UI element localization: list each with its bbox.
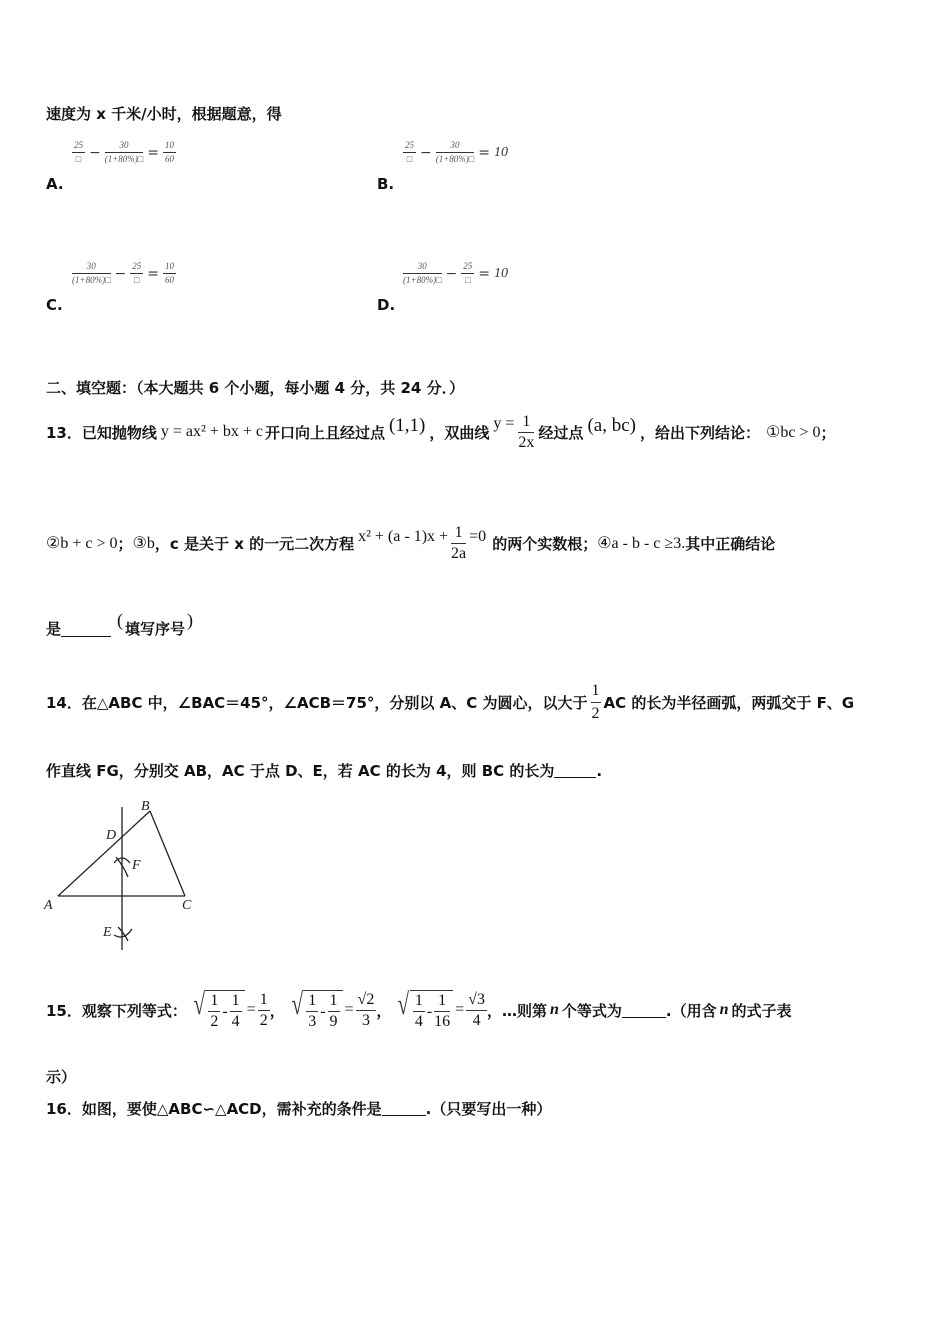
option-d-formula: $\frac{30}{(1+80\%)□}$ − $\frac{25}{□}$ = 10 [403,261,508,285]
option-a-label[interactable]: A. [46,175,64,193]
label-d: D [106,828,117,843]
fraction: $\frac{10}{60}$ [164,140,174,164]
sqrt-expression-1: √ $\frac{1}{2}$ - $\frac{1}{4}$ [191,990,245,1030]
option-c-formula: $\frac{30}{(1+80\%)□}$ − $\frac{25}{□}$ = $\frac{10}{60}$ [72,261,174,285]
q13-line2: ②b + c > 0 ； ③b ，c 是关于 x 的一元二次方程 x² + (a - 1)x + $\frac{1}{2a}$ =0 的两个实数根； ④a - b - c ≥3. 其中正确结论 [46,523,776,562]
conclusion-2: ②b + c > 0 [46,535,118,552]
side-ab [58,811,150,896]
conclusion-1: ①bc > 0 [765,424,821,441]
sqrt-expression-3: √ $\frac{1}{4}$ - $\frac{1}{16}$ [395,990,453,1030]
answer-blank[interactable] [554,763,596,778]
label-c: C [182,898,192,913]
fraction: $\frac{30}{(1+80\%)□}$ [435,140,475,164]
fraction: $\frac{30}{(1+80\%)□}$ [72,261,111,285]
section-heading: 二、填空题：（本大题共 6 个小题，每小题 4 分，共 24 分．） [46,379,465,397]
q15-line2: 示） [46,1068,77,1086]
q16-line: 16．如图，要使△ABC∽△ACD，需补充的条件是 .（只要写出一种） [46,1100,552,1118]
answer-blank[interactable] [622,1003,666,1018]
fraction: $\frac{30}{(1+80\%)□}$ [403,261,442,285]
q14-line1: 14．在△ABC 中，∠BAC＝45°，∠ACB＝75°，分别以 A、C 为圆心，以大于 $\frac{1}{2}$ AC 的长为半径画弧，两弧交于 F、G [46,681,855,722]
q14-line2: 作直线 FG，分别交 AB，AC 于点 D、E，若 AC 的长为 4，则 BC 的长为 . [46,761,603,780]
hyperbola-fraction: $\frac{1}{2x}$ [518,412,535,451]
intro-line: 速度为 x 千米/小时，根据题意，得 [46,105,282,123]
fraction: $\frac{25}{□}$ [74,140,83,164]
label-a: A [44,898,53,913]
side-bc [150,811,185,896]
q15-line1: 15．观察下列等式： √ $\frac{1}{2}$ - $\frac{1}{4}$ = $\frac{1}{2}$ ， √ $\frac{1}{3}$ - $\frac{1}{9}$ = $\frac{√2}{3}$ ， √ $\frac{1}{4}$ - $\frac{1}{16}$ = $\frac{√3}{4}$ ，…则第 n 个等式为 .（用含 n 的式子表 [46,988,792,1030]
triangle-figure [40,795,210,955]
option-d-label[interactable]: D. [377,296,396,314]
label-e: E [103,925,112,940]
option-a-formula: $\frac{25}{□}$ − $\frac{30}{(1+80\%)□}$ = $\frac{10}{60}$ [74,140,174,164]
q13-line3: 是 ( 填写序号 ) [46,609,194,638]
answer-blank[interactable] [61,620,111,637]
quadratic-equation: x² + (a - 1)x + [358,528,449,545]
sqrt-expression-2: √ $\frac{1}{3}$ - $\frac{1}{9}$ [289,990,343,1030]
parabola-equation: y = ax² + bx + c [160,423,263,440]
label-b: B [141,799,150,814]
fraction: $\frac{25}{□}$ [463,261,473,285]
equation-fraction: $\frac{1}{2a}$ [451,523,467,562]
answer-blank[interactable] [382,1101,426,1116]
point-1-1: (1,1) [388,415,426,436]
fraction: $\frac{25}{□}$ [405,140,414,164]
half-fraction: $\frac{1}{2}$ [591,681,600,722]
arc-e2 [118,927,128,941]
fraction: $\frac{30}{(1+80\%)□}$ [104,140,144,164]
label-f: F [132,858,141,873]
option-b-formula: $\frac{25}{□}$ − $\frac{30}{(1+80\%)□}$ = 10 [405,140,508,164]
option-c-label[interactable]: C. [46,296,63,314]
point-a-bc: (a, bc) [587,415,636,436]
option-b-label[interactable]: B. [377,175,395,193]
conclusion-4: ④a - b - c ≥3. [597,535,686,552]
conclusion-3: ③b [132,535,155,552]
q13-line1: 13．已知抛物线 y = ax² + bx + c 开口向上且经过点 (1,1) ，双曲线 y = $\frac{1}{2x}$ 经过点 (a, bc) ，给出下列结论： ①bc > 0 ； [46,412,836,451]
fraction: $\frac{10}{60}$ [164,261,174,285]
fraction: $\frac{25}{□}$ [132,261,142,285]
